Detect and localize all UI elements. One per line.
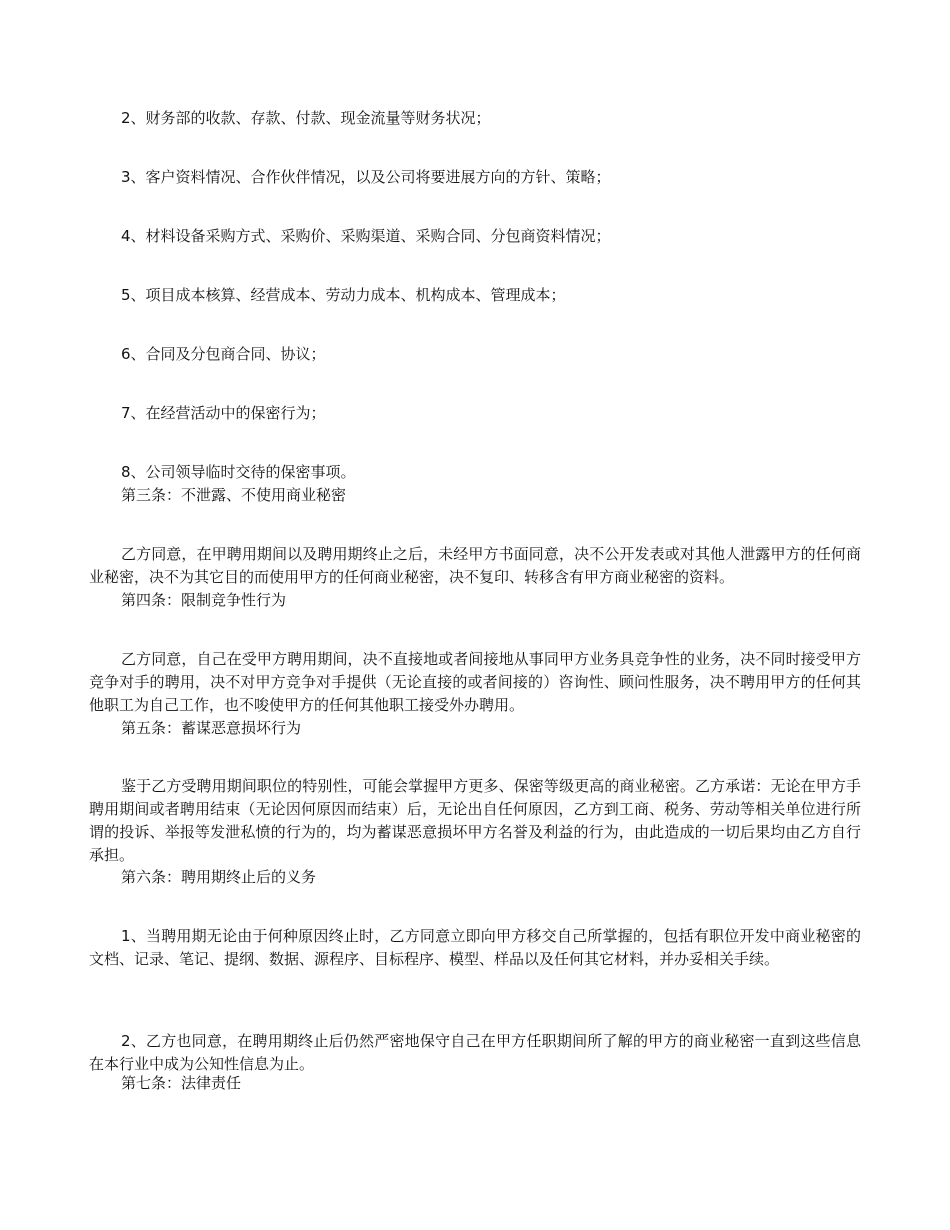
- section-heading-article-7: 第七条：法律责任: [121, 1074, 242, 1092]
- section-heading-article-3: 第三条：不泄露、不使用商业秘密: [121, 486, 347, 504]
- section-heading-article-5: 第五条：蓄谋恶意损坏行为: [121, 719, 302, 737]
- list-item: 6、合同及分包商合同、协议；: [121, 345, 326, 363]
- list-item: 5、项目成本核算、经营成本、劳动力成本、机构成本、管理成本；: [121, 286, 566, 304]
- list-item: 8、公司领导临时交待的保密事项。: [121, 463, 356, 481]
- list-item: 7、在经营活动中的保密行为；: [121, 404, 326, 422]
- list-item: 3、客户资料情况、合作伙伴情况，以及公司将要进展方向的方针、策略；: [121, 168, 611, 186]
- paragraph-article-4: 乙方同意，自己在受甲方聘用期间，决不直接地或者间接地从事同甲方业务具竞争性的业务，决不同时接受甲方竞争对手的聘用，决不对甲方竞争对手提供（无论直接的或者间接的）咨询性、顾问性服务，决不聘用甲方的任何其他职工为自己工作，也不唆使甲方的任何其他职工接受外办聘用。: [89, 650, 861, 714]
- paragraph-article-3: 乙方同意，在甲聘用期间以及聘用期终止之后，未经甲方书面同意，决不公开发表或对其他人泄露甲方的任何商业秘密，决不为其它目的而使用甲方的任何商业秘密，决不复印、转移含有甲方商业秘密的资料。: [89, 545, 861, 586]
- section-heading-article-4: 第四条：限制竞争性行为: [121, 591, 287, 609]
- list-item: 2、财务部的收款、存款、付款、现金流量等财务状况；: [121, 109, 491, 127]
- section-heading-article-6: 第六条：聘用期终止后的义务: [121, 868, 317, 886]
- list-item: 4、材料设备采购方式、采购价、采购渠道、采购合同、分包商资料情况；: [121, 227, 611, 245]
- paragraph-article-6-clause-2: 2、乙方也同意，在聘用期终止后仍然严密地保守自己在甲方任职期间所了解的甲方的商业秘密一直到这些信息在本行业中成为公知性信息为止。: [89, 1032, 861, 1073]
- paragraph-article-5: 鉴于乙方受聘用期间职位的特别性，可能会掌握甲方更多、保密等级更高的商业秘密。乙方承诺：无论在甲方手聘用期间或者聘用结束（无论因何原因而结束）后，无论出自任何原因，乙方到工商、税务、劳动等相关单位进行所谓的投诉、举报等发泄私愤的行为的，均为蓄谋恶意损坏甲方名誉及利益的行为，由此造成的一切后果均由乙方自行承担。: [89, 777, 861, 864]
- paragraph-article-6-clause-1: 1、当聘用期无论由于何种原因终止时，乙方同意立即向甲方移交自己所掌握的，包括有职位开发中商业秘密的文档、记录、笔记、提纲、数据、源程序、目标程序、模型、样品以及任何其它材料，并办妥相关手续。: [89, 927, 861, 968]
